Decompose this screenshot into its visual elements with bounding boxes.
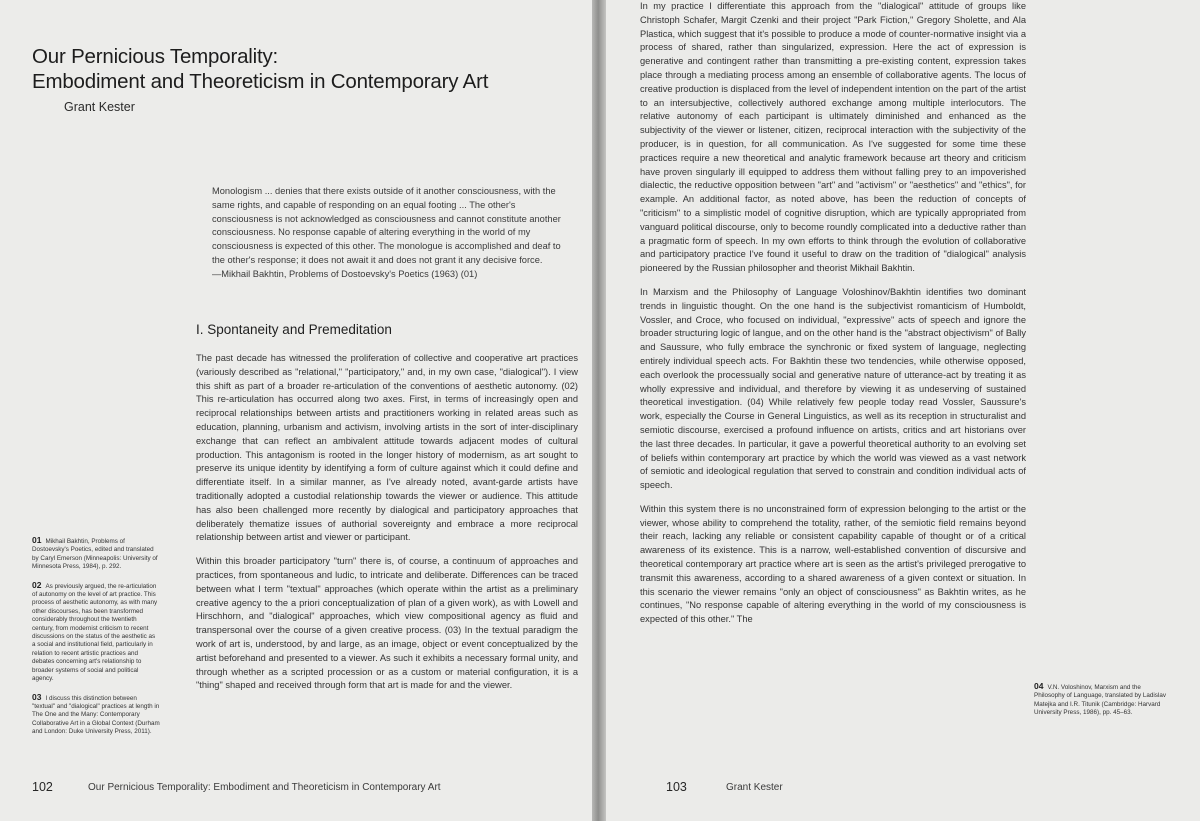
page-number: 102 <box>32 780 53 794</box>
right-page <box>606 0 1200 821</box>
running-head: Grant Kester <box>726 782 783 793</box>
left-body-text <box>196 352 578 782</box>
footnote-number: 01 <box>32 535 42 545</box>
footnote <box>32 693 160 737</box>
book-gutter <box>592 0 606 821</box>
footnote <box>1034 682 1170 718</box>
footnote <box>32 536 160 572</box>
paragraph: In my practice I differentiate this approach from the "dialogical" attitude of groups like Christoph Schafer, Margit Czenki and their project "Park Fiction," Gregory Sholette, and Ala Plastica, which suggest that it's possible to produce a mode of counter-normative insight via a process of shared, rather than singularized, expression. Here the act of expression is generative and contingent rather than transmitting a pre-existing content, expression takes place through a mediating process among an ensemble of collaborative agents. The locus of creative production is displaced from the level of independent intention on the part of the artist to an intersubjective, collectively authored exchange among multiple interlocutors. The relative autonomy of each participant is ultimately diminished and enhanced as the subjectivity of the viewer or listener, citizen, reciprocal interaction with the subjectivity of the producer, is in question, for all communication. As I've suggested for some time these practices require a new theoretical and analytic framework because art theory and criticism have proven singularly ill equipped to address them without falling prey to an impoverished dialectic, the reductive opposition between "art" and "activism" or "aesthetics" and "ethics", for example. An additional factor, as noted above, has been the reduction of concepts of "criticism" to a simplistic model of cognitive disruption, which are typically appropriated from vanguard political discourse, only to become roundly complicated into a deductive rather than a pragmatic form of speech. In my own efforts to think through the evolution of collaborative and participatory practice I've found it useful to draw on the tradition of "dialogical" analysis pioneered by the Russian philosopher and theorist Mikhail Bakhtin. <box>640 1 1026 274</box>
running-head: Our Pernicious Temporality: Embodiment and Theoreticism in Contemporary Art <box>88 782 441 793</box>
epigraph-citation: —Mikhail Bakhtin, Problems of Dostoevsky's Poetics (1963) (01) <box>212 268 478 279</box>
footnote-number: 03 <box>32 691 42 702</box>
right-body-text <box>640 0 1026 782</box>
footnote-number: 04 <box>1034 681 1044 691</box>
section-heading: I. Spontaneity and Premeditation <box>196 322 392 337</box>
footnote-text: I discuss this distinction between "textual" and "dialogical" practices at length in The One and the Many: Contemporary Collaborative Art in a Global Context (Durham and London: Duke University Press, 2011). <box>32 694 160 736</box>
paragraph: Within this broader participatory "turn" there is, of course, a continuum of approaches and practices, from spontaneous and ludic, to intricate and deliberate. Differences can be traced between what I term "textual" approaches (which operate within the artist as a preliminary creative agency to the a priori conceptualization of plan of a given work), as with Lowell and Hirschhorn, and "dialogical" approaches, which view compositional agency as fluid and transpersonal over the course of a given creative process. (03) In the textual paradigm the work of art is, understood, by and large, as an image, object or event conceptualized by the artist beforehand and presented to a viewer. As such it exhibits a necessary formal unity, and through whether as a scripted procession or as a custom or material configuration, it is a "thing" shaped and received through form that art is made for and the viewer. <box>196 556 578 691</box>
footnote-text: As previously argued, the re-articulation of autonomy on the level of art practice. This process of aesthetic autonomy, as with many other discourses, has been transformed considerably throughout the twentieth century, from modernist criticism to recent discussions on the status of the aesthetic as a social and institutional field, particularly in relation to recent artistic practices and debates concerning art's relationship to broader systems of social and political agency. <box>32 582 158 683</box>
footnote-text: Mikhail Bakhtin, Problems of Dostoevsky's Poetics, edited and translated by Caryl Emerson (Minneapolis: University of Minnesota Press, 1984), p. 292. <box>32 538 158 571</box>
footnote-number: 02 <box>32 579 42 590</box>
footnote-text: V.N. Voloshinov, Marxism and the Philosophy of Language, translated by Ladislav Matejka and I.R. Titunik (Cambridge: Harvard University Press, 1986), pp. 45–63. <box>1034 684 1166 717</box>
title-line-2: Embodiment and Theoreticism in Contemporary Art <box>32 70 489 93</box>
footnote <box>32 581 160 684</box>
paragraph: Within this system there is no unconstrained form of expression belonging to the artist or the viewer, whose ability to comprehend the totality, rather, of the semiotic field remains beyond their reach, lacking any reliable or consistent capability capable of thought or of a critical awareness of its existence. This is a narrow, well-established convention of discursive and theoretical contemporary art practice where art is seen as the artist's privileged prerogative to transmit this awareness, according to a shared awareness of a given context or situation. In this scenario the viewer remains "only an object of consciousness" as Bakhtin writes, as he continues, "No response capable of altering everything in the world of my consciousness is expected of this other." The <box>640 503 1026 625</box>
author-name: Grant Kester <box>64 100 135 114</box>
paragraph: The past decade has witnessed the proliferation of collective and cooperative art practices (variously described as "relational," "participatory," and, in my own case, "dialogical"). I view this shift as part of a broader re-articulation of the conventions of aesthetic autonomy. (02) This re-articulation has occurred along two axes. First, in terms of increasingly open and reciprocal relationships between artists and practitioners working in related areas such as education, planning, urbanism and activism, involving artists in the sort of inter-disciplinary exchange that can reflect an ambivalent attitude towards adjacent modes of cultural production. This antagonism is rooted in the longer history of modernism, as art sought to preserve its unique identity by identifying a form of culture against which it could define and differentiate itself. In a similar manner, as I've already noted, avant-garde artists have traditionally adopted a custodial relationship towards the viewer or audience. This attitude has also been challenged more recently by dialogical and participatory approaches that deliberately thematize issues of authorial sovereignty and embrace a more reciprocal relationship between artist and viewer or participant. <box>196 353 578 543</box>
footnotes-column <box>32 536 160 746</box>
article-title <box>32 44 572 94</box>
paragraph: In Marxism and the Philosophy of Language Voloshinov/Bakhtin identifies two dominant trends in linguistic thought. On the one hand is the subjectivist romanticism of Humboldt, Vossler, and Croce, who focused on individual, "expressive" acts of speech and ignore the broader structuring logic of langue, and on the other hand is the "abstract objectivism" of Bally and Saussure, who fully embrace the synchronic or fixed system of language, neglecting entirely individual speech acts. For Bakhtin these two tendencies, while otherwise opposed, each overlook the processually social and generative nature of utterance-act by treating it as wholly expressive and individual, and therefore by viewing it as undeserving of sustained theoretical investigation. (04) While relatively few people today read Vossler, Saussure's work, especially the Course in General Linguistics, as well as its reception in structuralist and semiotic discourse, exercised a profound influence on artists, critics and art historians over the last three decades. In particular, it gave a powerful theoretical authority to an evolving set of beliefs within contemporary art practice by which the world was viewed as a vast network of semiotic and ideological regulation that served to constrain and condition individual acts of speech. <box>640 286 1026 491</box>
page-number: 103 <box>666 780 687 794</box>
epigraph <box>212 185 572 282</box>
epigraph-text: Monologism ... denies that there exists outside of it another consciousness, with the same rights, and capable of responding on an equal footing ... The other's consciousness is not acknowledged as consciousness and cannot constitute another consciousness. No response capable of altering everything in the world of my consciousness is expected of this other. The monologue is accomplished and deaf to the other's response; it does not await it and does not grant it any decisive force. <box>212 186 561 265</box>
left-page <box>0 0 592 821</box>
title-line-1: Our Pernicious Temporality: <box>32 45 279 68</box>
